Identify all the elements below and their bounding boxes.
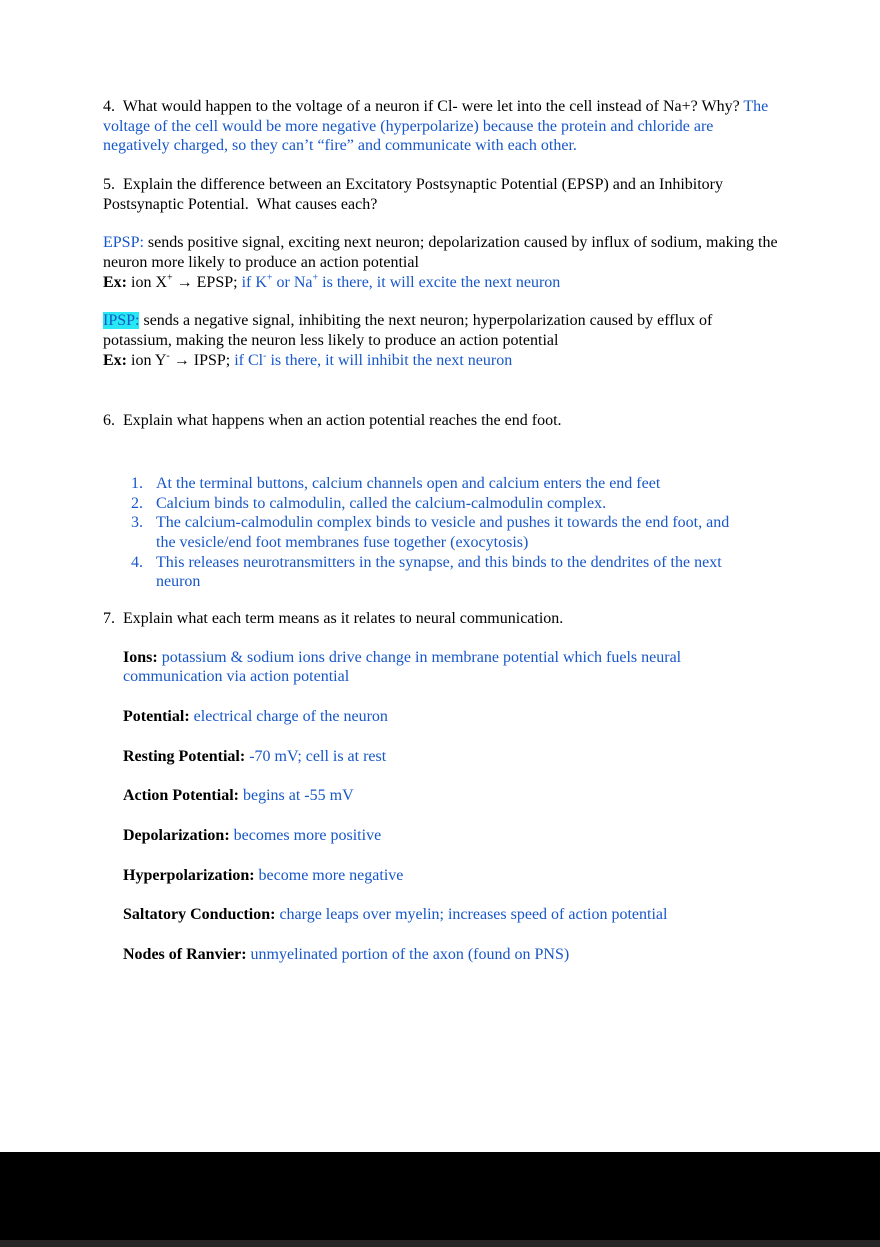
term-definition: charge leaps over myelin; increases speed of action potential [279,906,668,924]
term-definition: become more negative [258,866,404,884]
term-definition: -70 mV; cell is at rest [249,747,387,765]
step-text: At the terminal buttons, calcium channels open and calcium enters the end feet [156,475,661,493]
question-4-block: 4. What would happen to the voltage of a neuron if Cl- were let into the cell instead of Na+? Why? The voltage of the cell would be more negative (hyperpolarize) because the protein and chloride are negatively charged, so they can’t “fire” and communicate with each other. [103,98,773,155]
step-item-3 [131,513,740,552]
term-ions [123,648,780,687]
step-item-4 [131,553,740,592]
term-depolarization [123,826,780,846]
step-number: 4. [131,553,143,571]
question-5: 5. Explain the difference between an Excitatory Postsynaptic Potential (EPSP) and an Inhibitory Postsynaptic Potential. What causes each? [103,176,727,213]
term-nodes-of-ranvier [123,945,780,965]
taskbar-sliver [0,1240,880,1247]
step-text: This releases neurotransmitters in the synapse, and this binds to the dendrites of the next neuron [156,553,722,591]
q6-steps-list [103,474,780,592]
viewer-background [0,1152,880,1247]
step-number: 1. [131,475,143,493]
term-hyperpolarization [123,866,780,886]
question-7: 7. Explain what each term means as it relates to neural communication. [103,610,564,628]
step-item-1 [131,474,740,494]
step-text: The calcium-calmodulin complex binds to vesicle and pushes it towards the end foot, and the vesicle/end foot membranes fuse together (exocytosis) [156,514,730,552]
question-6: 6. Explain what happens when an action potential reaches the end foot. [103,412,562,430]
term-label: Potential: [123,708,190,726]
epsp-definition: EPSP: sends positive signal, exciting next neuron; depolarization caused by influx of sodium, making the neuron more likely to produce an action potential [103,234,782,272]
term-label: Depolarization: [123,827,230,845]
term-definition: electrical charge of the neuron [193,708,388,726]
term-label: Action Potential: [123,787,239,805]
term-action-potential [123,786,780,806]
term-label: Nodes of Ranvier: [123,946,247,964]
term-label: Hyperpolarization: [123,866,255,884]
term-label: Saltatory Conduction: [123,906,276,924]
term-potential [123,707,780,727]
term-definition: unmyelinated portion of the axon (found on PNS) [250,946,570,964]
ipsp-example: Ex: ion Y- → IPSP; if Cl- is there, it will inhibit the next neuron [103,350,513,369]
term-definition: becomes more positive [233,827,382,845]
term-definition: potassium & sodium ions drive change in membrane potential which fuels neural communication via action potential [123,648,686,686]
step-number: 2. [131,494,143,512]
ipsp-definition: IPSP: sends a negative signal, inhibiting the next neuron; hyperpolarization caused by efflux of potassium, making the neuron less likely to produce an action potential [103,312,717,350]
epsp-example: Ex: ion X+ → EPSP; if K+ or Na+ is there, it will excite the next neuron [103,272,561,291]
step-number: 3. [131,514,143,532]
term-saltatory-conduction [123,905,780,925]
step-text: Calcium binds to calmodulin, called the calcium-calmodulin complex. [156,494,607,512]
term-resting-potential [123,747,780,767]
term-label: Resting Potential: [123,747,246,765]
terms-list [103,648,780,965]
term-definition: begins at -55 mV [242,787,354,805]
term-label: Ions: [123,648,158,666]
step-item-2 [131,494,740,514]
